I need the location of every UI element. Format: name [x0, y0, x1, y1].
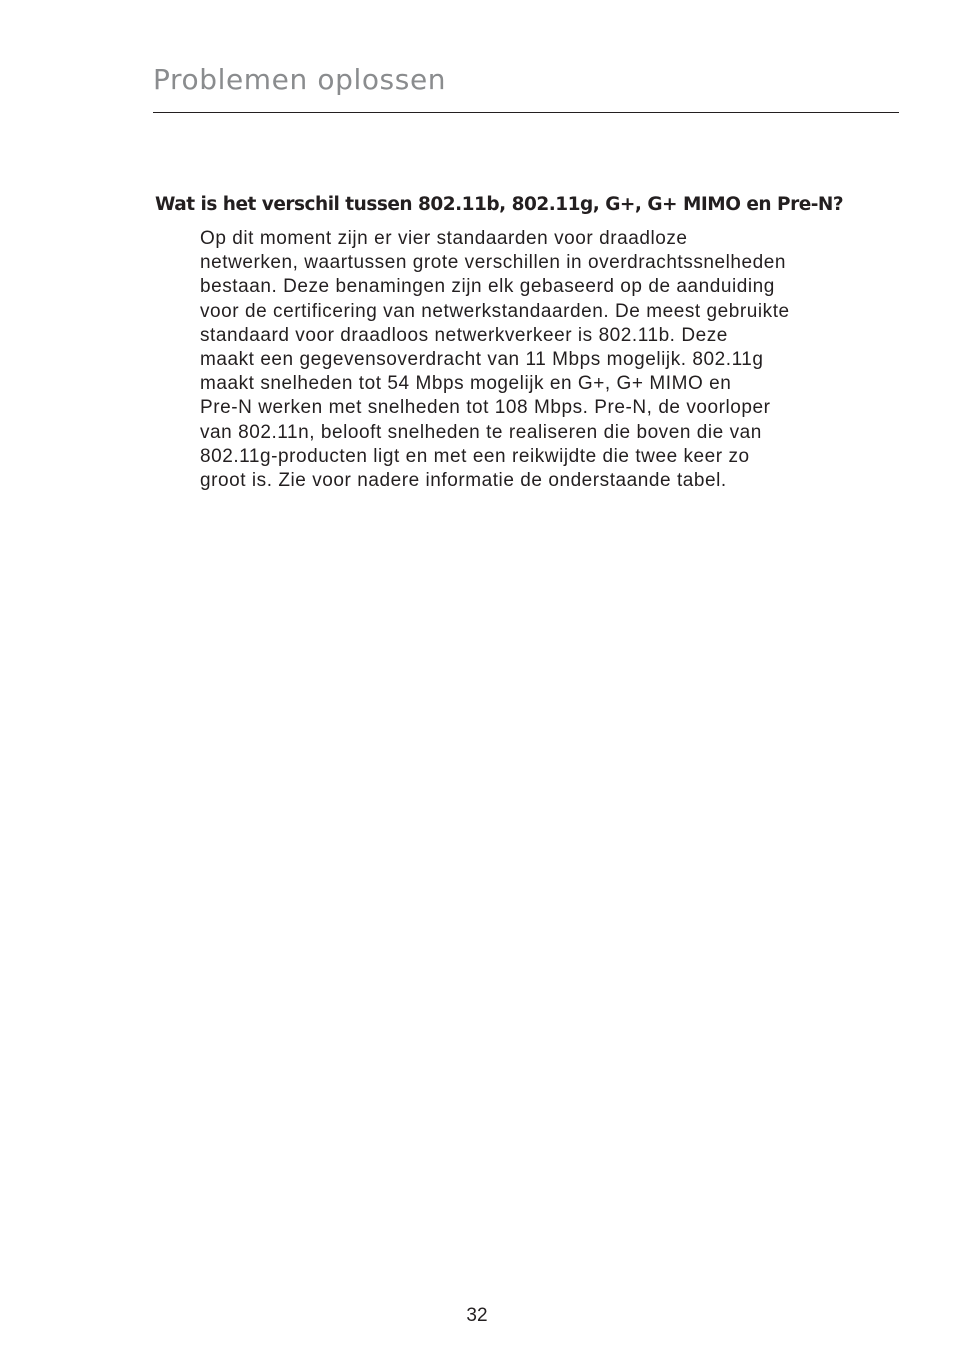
section-title: Problemen oplossen [153, 63, 447, 96]
answer-line: bestaan. Deze benamingen zijn elk gebaseerd op de aanduiding [200, 276, 775, 298]
answer-line: groot is. Zie voor nadere informatie de onderstaande tabel. [200, 470, 727, 492]
title-divider [153, 112, 899, 113]
faq-answer [200, 227, 890, 493]
answer-line: netwerken, waartussen grote verschillen in overdrachtssnelheden [200, 252, 786, 274]
answer-line: standaard voor draadloos netwerkverkeer is 802.11b. Deze [200, 324, 728, 346]
faq-question: Wat is het verschil tussen 802.11b, 802.11g, G+, G+ MIMO en Pre-N? [155, 194, 844, 215]
answer-line: 802.11g-producten ligt en met een reikwijdte die twee keer zo [200, 445, 750, 467]
answer-line: maakt snelheden tot 54 Mbps mogelijk en G+, G+ MIMO en [200, 373, 732, 395]
answer-line: van 802.11n, belooft snelheden te realiseren die boven die van [200, 421, 762, 443]
answer-line: Pre-N werken met snelheden tot 108 Mbps. Pre-N, de voorloper [200, 397, 771, 419]
answer-line: Op dit moment zijn er vier standaarden voor draadloze [200, 228, 688, 249]
answer-line: maakt een gegevensoverdracht van 11 Mbps mogelijk. 802.11g [200, 349, 764, 371]
page-number: 32 [466, 1305, 488, 1326]
answer-line: voor de certificering van netwerkstandaarden. De meest gebruikte [200, 300, 790, 322]
